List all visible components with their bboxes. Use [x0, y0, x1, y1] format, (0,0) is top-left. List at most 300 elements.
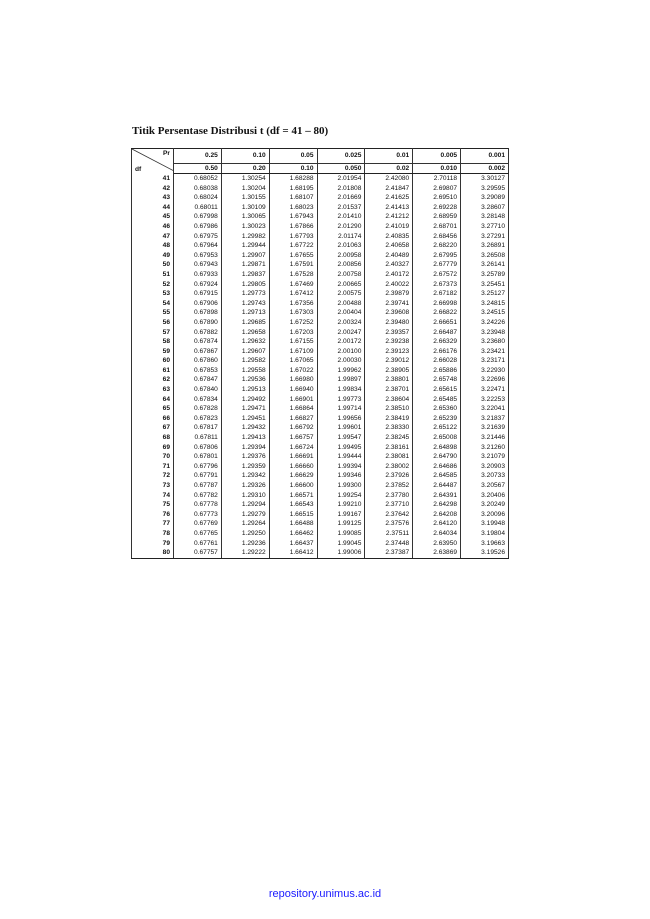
- header-pr-cell: 0.25: [174, 149, 222, 164]
- value-cell: 2.37642: [365, 510, 413, 520]
- df-cell: 53: [132, 289, 174, 299]
- value-cell: 3.21260: [461, 443, 509, 453]
- footer-repository-link[interactable]: repository.unimus.ac.id: [268, 888, 382, 900]
- value-cell: 0.67860: [174, 356, 222, 366]
- value-cell: 3.22041: [461, 404, 509, 414]
- value-cell: 1.29222: [221, 548, 269, 558]
- value-cell: 0.67787: [174, 481, 222, 491]
- value-cell: 2.63950: [413, 539, 461, 549]
- value-cell: 2.41019: [365, 222, 413, 232]
- value-cell: 1.67722: [269, 241, 317, 251]
- value-cell: 2.40327: [365, 260, 413, 270]
- value-cell: 2.39238: [365, 337, 413, 347]
- df-cell: 44: [132, 203, 174, 213]
- value-cell: 0.67840: [174, 385, 222, 395]
- value-cell: 1.29394: [221, 443, 269, 453]
- df-cell: 59: [132, 347, 174, 357]
- value-cell: 1.66488: [269, 519, 317, 529]
- value-cell: 1.99167: [317, 510, 365, 520]
- value-cell: 3.30127: [461, 174, 509, 184]
- value-cell: 3.25127: [461, 289, 509, 299]
- header-pr-cell: 0.01: [365, 149, 413, 164]
- table-row: [132, 548, 509, 558]
- value-cell: 3.20903: [461, 462, 509, 472]
- value-cell: 1.29342: [221, 471, 269, 481]
- value-cell: 2.37576: [365, 519, 413, 529]
- value-cell: 2.00030: [317, 356, 365, 366]
- value-cell: 1.30254: [221, 174, 269, 184]
- value-cell: 3.20567: [461, 481, 509, 491]
- pr-label: Pr: [163, 150, 170, 157]
- header-two-tail-cell: 0.50: [174, 164, 222, 174]
- table-row: [132, 222, 509, 232]
- value-cell: 3.29089: [461, 193, 509, 203]
- value-cell: 2.66176: [413, 347, 461, 357]
- value-cell: 1.29492: [221, 395, 269, 405]
- value-cell: 0.67890: [174, 318, 222, 328]
- value-cell: 2.00575: [317, 289, 365, 299]
- table-row: [132, 251, 509, 261]
- value-cell: 1.29413: [221, 433, 269, 443]
- table-row: [132, 519, 509, 529]
- df-cell: 64: [132, 395, 174, 405]
- value-cell: 0.67811: [174, 433, 222, 443]
- value-cell: 3.22253: [461, 395, 509, 405]
- value-cell: 3.20733: [461, 471, 509, 481]
- value-cell: 2.68701: [413, 222, 461, 232]
- value-cell: 1.99834: [317, 385, 365, 395]
- value-cell: 1.68107: [269, 193, 317, 203]
- header-row-one-tailed: [132, 149, 509, 164]
- header-row-two-tailed: [132, 164, 509, 174]
- table-row: [132, 308, 509, 318]
- value-cell: 1.66901: [269, 395, 317, 405]
- value-cell: 1.67155: [269, 337, 317, 347]
- df-cell: 67: [132, 423, 174, 433]
- value-cell: 2.64034: [413, 529, 461, 539]
- df-cell: 76: [132, 510, 174, 520]
- value-cell: 2.64208: [413, 510, 461, 520]
- df-cell: 70: [132, 452, 174, 462]
- value-cell: 2.37852: [365, 481, 413, 491]
- value-cell: 2.64298: [413, 500, 461, 510]
- value-cell: 2.39123: [365, 347, 413, 357]
- value-cell: 0.67933: [174, 270, 222, 280]
- value-cell: 2.00856: [317, 260, 365, 270]
- value-cell: 1.29451: [221, 414, 269, 424]
- header-two-tail-cell: 0.010: [413, 164, 461, 174]
- value-cell: 2.65008: [413, 433, 461, 443]
- value-cell: 1.67109: [269, 347, 317, 357]
- value-cell: 0.67828: [174, 404, 222, 414]
- value-cell: 1.67412: [269, 289, 317, 299]
- value-cell: 0.67964: [174, 241, 222, 251]
- value-cell: 1.29871: [221, 260, 269, 270]
- value-cell: 1.30109: [221, 203, 269, 213]
- value-cell: 2.01063: [317, 241, 365, 251]
- value-cell: 3.21446: [461, 433, 509, 443]
- value-cell: 1.67203: [269, 328, 317, 338]
- table-row: [132, 443, 509, 453]
- value-cell: 3.26141: [461, 260, 509, 270]
- value-cell: 3.26891: [461, 241, 509, 251]
- value-cell: 2.37710: [365, 500, 413, 510]
- value-cell: 2.68456: [413, 232, 461, 242]
- df-cell: 75: [132, 500, 174, 510]
- header-pr-cell: 0.025: [317, 149, 365, 164]
- value-cell: 2.38510: [365, 404, 413, 414]
- df-cell: 72: [132, 471, 174, 481]
- value-cell: 1.29279: [221, 510, 269, 520]
- value-cell: 3.23171: [461, 356, 509, 366]
- header-two-tail-cell: 0.050: [317, 164, 365, 174]
- value-cell: 2.41413: [365, 203, 413, 213]
- value-cell: 1.99254: [317, 491, 365, 501]
- value-cell: 1.29236: [221, 539, 269, 549]
- df-cell: 57: [132, 328, 174, 338]
- value-cell: 1.29685: [221, 318, 269, 328]
- value-cell: 0.67757: [174, 548, 222, 558]
- header-two-tail-cell: 0.02: [365, 164, 413, 174]
- value-cell: 3.24226: [461, 318, 509, 328]
- value-cell: 2.00172: [317, 337, 365, 347]
- value-cell: 2.64790: [413, 452, 461, 462]
- df-cell: 79: [132, 539, 174, 549]
- value-cell: 2.01808: [317, 184, 365, 194]
- value-cell: 3.25451: [461, 280, 509, 290]
- value-cell: 2.64686: [413, 462, 461, 472]
- value-cell: 2.67182: [413, 289, 461, 299]
- value-cell: 2.00404: [317, 308, 365, 318]
- table-row: [132, 193, 509, 203]
- value-cell: 2.64487: [413, 481, 461, 491]
- value-cell: 2.40835: [365, 232, 413, 242]
- table-row: [132, 337, 509, 347]
- value-cell: 1.99773: [317, 395, 365, 405]
- value-cell: 2.67572: [413, 270, 461, 280]
- value-cell: 2.38161: [365, 443, 413, 453]
- value-cell: 2.69807: [413, 184, 461, 194]
- value-cell: 0.67915: [174, 289, 222, 299]
- header-pr-cell: 0.005: [413, 149, 461, 164]
- value-cell: 1.29536: [221, 375, 269, 385]
- df-cell: 41: [132, 174, 174, 184]
- df-cell: 77: [132, 519, 174, 529]
- value-cell: 2.38604: [365, 395, 413, 405]
- value-cell: 0.67975: [174, 232, 222, 242]
- value-cell: 1.99495: [317, 443, 365, 453]
- value-cell: 3.19663: [461, 539, 509, 549]
- value-cell: 2.40658: [365, 241, 413, 251]
- value-cell: 1.67866: [269, 222, 317, 232]
- table-row: [132, 529, 509, 539]
- value-cell: 1.99962: [317, 366, 365, 376]
- value-cell: 3.22696: [461, 375, 509, 385]
- value-cell: 2.68959: [413, 212, 461, 222]
- value-cell: 2.65886: [413, 366, 461, 376]
- value-cell: 1.99714: [317, 404, 365, 414]
- value-cell: 0.67986: [174, 222, 222, 232]
- table-row: [132, 491, 509, 501]
- df-cell: 61: [132, 366, 174, 376]
- value-cell: 2.65122: [413, 423, 461, 433]
- value-cell: 2.65615: [413, 385, 461, 395]
- table-row: [132, 423, 509, 433]
- value-cell: 3.29595: [461, 184, 509, 194]
- value-cell: 2.38002: [365, 462, 413, 472]
- value-cell: 2.37926: [365, 471, 413, 481]
- value-cell: 3.28148: [461, 212, 509, 222]
- value-cell: 1.67528: [269, 270, 317, 280]
- value-cell: 2.68220: [413, 241, 461, 251]
- value-cell: 0.67953: [174, 251, 222, 261]
- df-cell: 56: [132, 318, 174, 328]
- value-cell: 1.29632: [221, 337, 269, 347]
- value-cell: 3.20406: [461, 491, 509, 501]
- value-cell: 1.66515: [269, 510, 317, 520]
- value-cell: 3.21639: [461, 423, 509, 433]
- value-cell: 3.23948: [461, 328, 509, 338]
- value-cell: 1.29376: [221, 452, 269, 462]
- value-cell: 2.39741: [365, 299, 413, 309]
- df-cell: 55: [132, 308, 174, 318]
- value-cell: 2.66998: [413, 299, 461, 309]
- value-cell: 2.39879: [365, 289, 413, 299]
- df-cell: 54: [132, 299, 174, 309]
- df-cell: 66: [132, 414, 174, 424]
- df-cell: 43: [132, 193, 174, 203]
- value-cell: 2.01537: [317, 203, 365, 213]
- value-cell: 1.66412: [269, 548, 317, 558]
- value-cell: 2.39608: [365, 308, 413, 318]
- value-cell: 2.01290: [317, 222, 365, 232]
- value-cell: 2.01174: [317, 232, 365, 242]
- value-cell: 2.64585: [413, 471, 461, 481]
- value-cell: 2.41212: [365, 212, 413, 222]
- value-cell: 3.23680: [461, 337, 509, 347]
- value-cell: 1.99656: [317, 414, 365, 424]
- table-row: [132, 212, 509, 222]
- value-cell: 1.99045: [317, 539, 365, 549]
- table-row: [132, 328, 509, 338]
- value-cell: 1.66571: [269, 491, 317, 501]
- value-cell: 1.66792: [269, 423, 317, 433]
- value-cell: 0.68024: [174, 193, 222, 203]
- value-cell: 2.00488: [317, 299, 365, 309]
- value-cell: 2.69510: [413, 193, 461, 203]
- df-cell: 62: [132, 375, 174, 385]
- table-title: Titik Persentase Distribusi t (df = 41 – 80): [132, 125, 329, 137]
- table-row: [132, 481, 509, 491]
- value-cell: 0.67834: [174, 395, 222, 405]
- value-cell: 0.67806: [174, 443, 222, 453]
- value-cell: 1.29359: [221, 462, 269, 472]
- value-cell: 2.67995: [413, 251, 461, 261]
- value-cell: 2.66487: [413, 328, 461, 338]
- value-cell: 0.67882: [174, 328, 222, 338]
- value-cell: 1.67303: [269, 308, 317, 318]
- table-row: [132, 241, 509, 251]
- df-cell: 48: [132, 241, 174, 251]
- table-row: [132, 404, 509, 414]
- table-row: [132, 232, 509, 242]
- table-row: [132, 270, 509, 280]
- table-row: [132, 539, 509, 549]
- df-cell: 52: [132, 280, 174, 290]
- df-label: df: [135, 165, 142, 173]
- value-cell: 1.67022: [269, 366, 317, 376]
- table-row: [132, 318, 509, 328]
- value-cell: 1.99897: [317, 375, 365, 385]
- table-body: [132, 174, 509, 559]
- table-row: [132, 462, 509, 472]
- table-row: [132, 500, 509, 510]
- header-two-tail-cell: 0.20: [221, 164, 269, 174]
- table-row: [132, 347, 509, 357]
- value-cell: 2.00958: [317, 251, 365, 261]
- value-cell: 0.67898: [174, 308, 222, 318]
- value-cell: 0.67853: [174, 366, 222, 376]
- value-cell: 1.99125: [317, 519, 365, 529]
- value-cell: 1.67469: [269, 280, 317, 290]
- value-cell: 1.29607: [221, 347, 269, 357]
- header-two-tail-cell: 0.10: [269, 164, 317, 174]
- value-cell: 3.19948: [461, 519, 509, 529]
- value-cell: 1.66543: [269, 500, 317, 510]
- df-cell: 47: [132, 232, 174, 242]
- value-cell: 1.29837: [221, 270, 269, 280]
- value-cell: 1.67591: [269, 260, 317, 270]
- table-row: [132, 184, 509, 194]
- value-cell: 1.29264: [221, 519, 269, 529]
- value-cell: 1.29743: [221, 299, 269, 309]
- value-cell: 1.66940: [269, 385, 317, 395]
- header-pr-cell: 0.001: [461, 149, 509, 164]
- value-cell: 1.66629: [269, 471, 317, 481]
- value-cell: 1.29294: [221, 500, 269, 510]
- value-cell: 1.29432: [221, 423, 269, 433]
- value-cell: 2.01954: [317, 174, 365, 184]
- value-cell: 1.29513: [221, 385, 269, 395]
- value-cell: 0.67761: [174, 539, 222, 549]
- value-cell: 1.67943: [269, 212, 317, 222]
- value-cell: 0.68052: [174, 174, 222, 184]
- value-cell: 3.19804: [461, 529, 509, 539]
- t-distribution-table: [131, 148, 509, 559]
- value-cell: 2.66822: [413, 308, 461, 318]
- value-cell: 0.67906: [174, 299, 222, 309]
- value-cell: 1.67793: [269, 232, 317, 242]
- df-cell: 50: [132, 260, 174, 270]
- df-cell: 74: [132, 491, 174, 501]
- table-row: [132, 260, 509, 270]
- value-cell: 2.65485: [413, 395, 461, 405]
- value-cell: 2.39012: [365, 356, 413, 366]
- value-cell: 0.67998: [174, 212, 222, 222]
- value-cell: 1.66757: [269, 433, 317, 443]
- value-cell: 3.27710: [461, 222, 509, 232]
- value-cell: 1.99394: [317, 462, 365, 472]
- value-cell: 0.67823: [174, 414, 222, 424]
- value-cell: 1.29250: [221, 529, 269, 539]
- value-cell: 3.21837: [461, 414, 509, 424]
- value-cell: 1.99006: [317, 548, 365, 558]
- value-cell: 2.39357: [365, 328, 413, 338]
- value-cell: 3.28607: [461, 203, 509, 213]
- value-cell: 2.41625: [365, 193, 413, 203]
- value-cell: 3.21079: [461, 452, 509, 462]
- value-cell: 1.66724: [269, 443, 317, 453]
- value-cell: 1.66660: [269, 462, 317, 472]
- value-cell: 1.29310: [221, 491, 269, 501]
- value-cell: 0.67874: [174, 337, 222, 347]
- table-row: [132, 203, 509, 213]
- value-cell: 3.27291: [461, 232, 509, 242]
- value-cell: 1.29558: [221, 366, 269, 376]
- value-cell: 2.66329: [413, 337, 461, 347]
- value-cell: 0.68038: [174, 184, 222, 194]
- df-cell: 42: [132, 184, 174, 194]
- value-cell: 2.64391: [413, 491, 461, 501]
- value-cell: 1.67252: [269, 318, 317, 328]
- table-row: [132, 414, 509, 424]
- value-cell: 0.67817: [174, 423, 222, 433]
- df-cell: 80: [132, 548, 174, 558]
- df-cell: 69: [132, 443, 174, 453]
- value-cell: 3.25789: [461, 270, 509, 280]
- value-cell: 0.67801: [174, 452, 222, 462]
- value-cell: 2.39480: [365, 318, 413, 328]
- header-pr-cell: 0.10: [221, 149, 269, 164]
- value-cell: 2.37511: [365, 529, 413, 539]
- value-cell: 0.67924: [174, 280, 222, 290]
- value-cell: 1.30065: [221, 212, 269, 222]
- table-row: [132, 375, 509, 385]
- value-cell: 1.29907: [221, 251, 269, 261]
- table-row: [132, 174, 509, 184]
- df-cell: 60: [132, 356, 174, 366]
- value-cell: 2.40489: [365, 251, 413, 261]
- value-cell: 2.66651: [413, 318, 461, 328]
- value-cell: 0.67796: [174, 462, 222, 472]
- value-cell: 1.68195: [269, 184, 317, 194]
- value-cell: 1.30023: [221, 222, 269, 232]
- df-cell: 71: [132, 462, 174, 472]
- value-cell: 2.38081: [365, 452, 413, 462]
- df-cell: 73: [132, 481, 174, 491]
- value-cell: 2.67779: [413, 260, 461, 270]
- value-cell: 1.66462: [269, 529, 317, 539]
- df-cell: 63: [132, 385, 174, 395]
- value-cell: 2.38330: [365, 423, 413, 433]
- value-cell: 1.99300: [317, 481, 365, 491]
- table-row: [132, 471, 509, 481]
- table-row: [132, 385, 509, 395]
- value-cell: 2.38801: [365, 375, 413, 385]
- value-cell: 2.64898: [413, 443, 461, 453]
- value-cell: 2.66028: [413, 356, 461, 366]
- header-two-tail-cell: 0.002: [461, 164, 509, 174]
- value-cell: 3.19526: [461, 548, 509, 558]
- value-cell: 2.37387: [365, 548, 413, 558]
- value-cell: 0.68011: [174, 203, 222, 213]
- table-row: [132, 395, 509, 405]
- value-cell: 3.23421: [461, 347, 509, 357]
- value-cell: 1.66980: [269, 375, 317, 385]
- table-row: [132, 289, 509, 299]
- df-cell: 65: [132, 404, 174, 414]
- value-cell: 2.38701: [365, 385, 413, 395]
